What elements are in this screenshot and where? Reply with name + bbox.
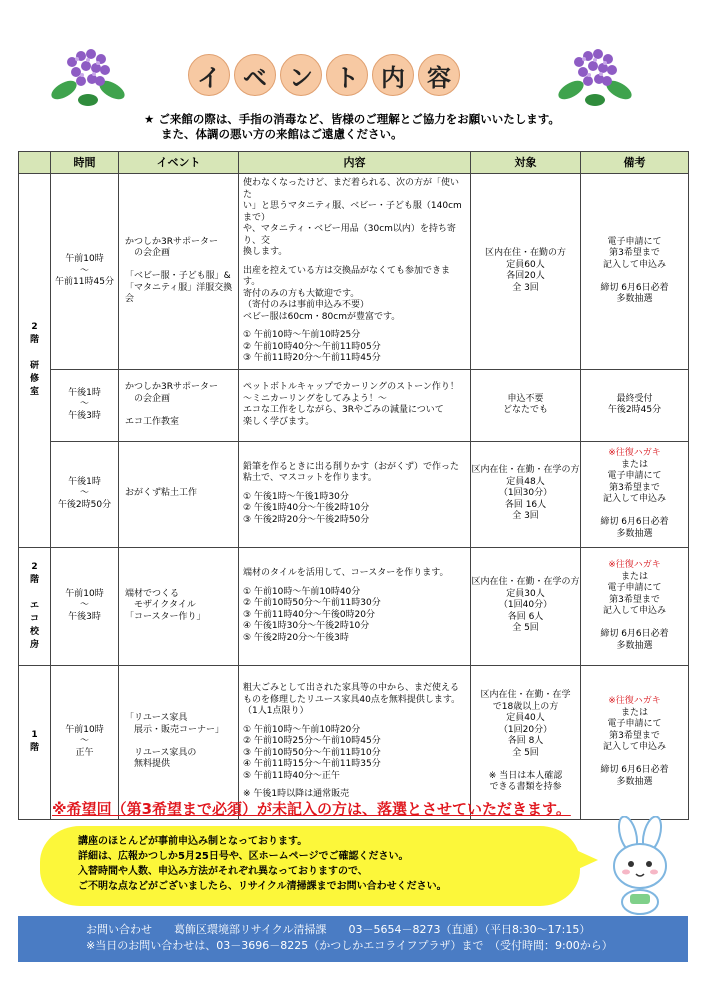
table-row xyxy=(19,441,689,547)
info-speech-bubble xyxy=(40,826,580,906)
title-char: イ xyxy=(188,54,230,96)
note-cell: ※往復ハガキ または 電子申請にて 第3希望まで 記入して申込み 締切 6月6日必着 多数抽選 xyxy=(581,547,689,665)
postcard-note: ※往復ハガキ xyxy=(608,696,661,706)
hydrangea-flower-icon xyxy=(555,38,635,110)
header-floor xyxy=(19,152,51,174)
table-row xyxy=(19,547,689,665)
header-time: 時間 xyxy=(51,152,119,174)
time-cell: 午前10時 ～ 午前11時45分 xyxy=(51,174,119,370)
event-cell: かつしか3Rサポーター の会企画 「ベビー服・子ども服」& 「マタニティ服」洋服交換会 xyxy=(119,174,239,370)
bubble-line: ご不明な点などがございましたら、リサイクル清掃課までお問い合わせください。 xyxy=(78,881,447,892)
bubble-line: 講座のほとんどが事前申込み制となっております。 xyxy=(78,836,308,847)
time-cell: 午前10時 ～ 正午 xyxy=(51,665,119,819)
event-cell: 「リユース家具 展示・販売コーナー」 リユース家具の 無料提供 xyxy=(119,665,239,819)
note-cell: ※往復ハガキ または 電子申請にて 第3希望まで 記入して申込み 締切 6月6日必着 多数抽選 xyxy=(581,441,689,547)
target-cell: 区内在住・在勤の方 定員60人 各回20人 全 3回 xyxy=(471,174,581,370)
note-cell: 最終受付 午後2時45分 xyxy=(581,369,689,441)
table-row xyxy=(19,665,689,819)
page-title xyxy=(188,54,518,100)
footer-line: ※当日のお問い合わせは、03－3696－8225（かつしかエコライフプラザ）まで （受付時間：9:00から） xyxy=(86,939,613,952)
target-cell: 申込不要 どなたでも xyxy=(471,369,581,441)
header-note: 備考 xyxy=(581,152,689,174)
header-detail: 内容 xyxy=(239,152,471,174)
event-table xyxy=(18,151,689,820)
rabbit-mascot-icon xyxy=(600,816,680,916)
event-cell: 端材でつくる モザイクタイル 「コースター作り」 xyxy=(119,547,239,665)
note-cell: ※往復ハガキ または 電子申請にて 第3希望まで 記入して申込み 締切 6月6日必着 多数抽選 xyxy=(581,665,689,819)
title-char: ト xyxy=(326,54,368,96)
floor-cell-2f-kenshu: 2 階 研 修 室 xyxy=(19,174,51,548)
target-cell: 区内在住・在勤・在学の方 定員48人 （1回30分） 各回 16人 全 3回 xyxy=(471,441,581,547)
detail-cell: 粗大ごみとして出された家具等の中から、まだ使える ものを修理したリユース家具40点を無料提供します。 （1人1点限り） ① 午前10時～午前10時20分 ② 午前10時25分～午前10時45分 ③ 午前10時50分～午前11時10分 ④ 午前11時15分～午前11時35分 ⑤ 午前11時40分～正午 ※ 午後1時以降は通常販売 xyxy=(239,665,471,819)
title-char: ベ xyxy=(234,54,276,96)
note-cell: 電子申請にて 第3希望まで 記入して申込み 締切 6月6日必着 多数抽選 xyxy=(581,174,689,370)
detail-cell: 使わなくなったけど、まだ着られる、次の方が「使いた い」と思うマタニティ服、ベビー・子ども服（140cmまで） や、マタニティ・ベビー用品（30cm以内）を持ち寄り、交 換します。 出産を控えている方は交換品がなくても参加できま す。 寄付のみの方も大歓迎です。 （寄付のみは事前申込み不要） ベビー服は60cm・80cmが豊富です。 ① 午前10時～午前10時25分 ② 午前10時40分～午前11時05分 ③ 午前11時20分～午前11時45分 xyxy=(239,174,471,370)
header-event: イベント xyxy=(119,152,239,174)
footer-line: お問い合わせ 葛飾区環境部リサイクル清掃課 03－5654－8273（直通）（平日8:30～17:15） xyxy=(86,923,591,936)
bubble-tail xyxy=(576,850,598,870)
postcard-note: ※往復ハガキ xyxy=(608,560,661,570)
target-cell: 区内在住・在勤・在学 で18歳以上の方 定員40人 （1回20分） 各回 8人 全 5回 ※ 当日は本人確認 できる書類を持参 xyxy=(471,665,581,819)
detail-cell: 鉛筆を作るときに出る削りかす（おがくず）で作った 粘土で、マスコットを作ります。 ① 午後1時～午後1時30分 ② 午後1時40分～午後2時10分 ③ 午後2時20分～午後2時50分 xyxy=(239,441,471,547)
time-cell: 午後1時 ～ 午後2時50分 xyxy=(51,441,119,547)
visit-notice xyxy=(144,112,614,142)
floor-cell-1f: 1 階 xyxy=(19,665,51,819)
table-header-row xyxy=(19,152,689,174)
title-char: 容 xyxy=(418,54,460,96)
notice-line: ★ ご来館の際は、手指の消毒など、皆様のご理解とご協力をお願いいたします。 xyxy=(144,112,560,126)
event-cell: かつしか3Rサポーター の会企画 エコ工作教室 xyxy=(119,369,239,441)
event-cell: おがくず粘土工作 xyxy=(119,441,239,547)
bubble-line: 入替時間や人数、申込み方法がそれぞれ異なっておりますので、 xyxy=(78,866,368,877)
header-target: 対象 xyxy=(471,152,581,174)
time-cell: 午前10時 ～ 午後3時 xyxy=(51,547,119,665)
postcard-note: ※往復ハガキ xyxy=(608,448,661,458)
warning-text: ※希望回（第3希望まで必須）が未記入の方は、落選とさせていただきます。 xyxy=(52,800,571,818)
bubble-line: 詳細は、広報かつしか5月25日号や、区ホームページでご確認ください。 xyxy=(78,851,409,862)
hydrangea-flower-icon xyxy=(48,38,128,110)
title-char: ン xyxy=(280,54,322,96)
table-row xyxy=(19,369,689,441)
detail-cell: 端材のタイルを活用して、コースターを作ります。 ① 午前10時～午前10時40分 ② 午前10時50分～午前11時30分 ③ 午前11時40分～午後0時20分 ④ 午後1時30分～午後2時10分 ⑤ 午後2時20分～午後3時 xyxy=(239,547,471,665)
notice-line: また、体調の悪い方の来館はご遠慮ください。 xyxy=(161,127,403,141)
contact-footer xyxy=(18,916,688,962)
detail-cell: ペットボトルキャップでカーリングのストーン作り！ ～ミニカーリングをしてみよう！～ エコな工作をしながら、3Rやごみの減量について 楽しく学びます。 xyxy=(239,369,471,441)
target-cell: 区内在住・在勤・在学の方 定員30人 （1回40分） 各回 6人 全 5回 xyxy=(471,547,581,665)
time-cell: 午後1時 ～ 午後3時 xyxy=(51,369,119,441)
table-row xyxy=(19,174,689,370)
floor-cell-2f-eco: 2 階 エ コ 校 房 xyxy=(19,547,51,665)
title-char: 内 xyxy=(372,54,414,96)
